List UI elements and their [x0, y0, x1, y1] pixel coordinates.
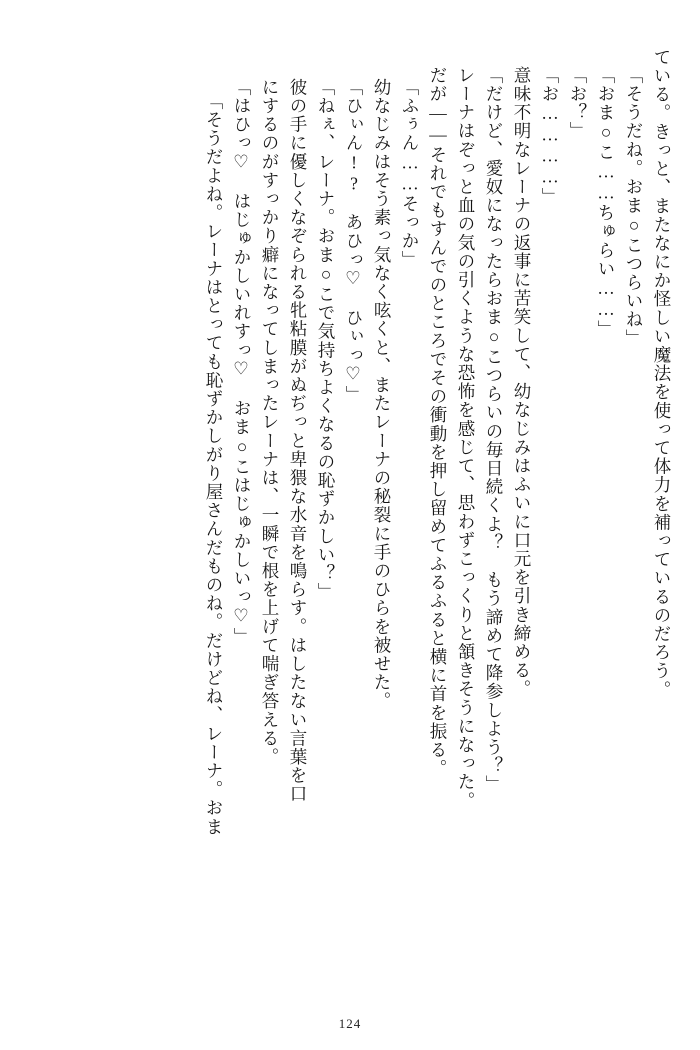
text-line: 「お？」	[568, 66, 588, 141]
text-line: 「ねぇ、レーナ。おま○こで気持ちよくなるの恥ずかしい？」	[316, 78, 336, 602]
text-line: にするのがすっかり癖になってしまったレーナは、一瞬で根を上げて喘ぎ答える。	[260, 78, 280, 767]
text-line: 「そうだよね。レーナはとっても恥ずかしがり屋さんだものね。だけどね、レーナ。おま	[204, 92, 224, 836]
text-line: 「お…………」	[540, 66, 560, 207]
text-line: 幼なじみはそう素っ気なく呟くと、またレーナの秘裂に手のひらを被せた。	[372, 78, 392, 711]
text-line: 「はひっ♡ はじゅかしいれすっ♡ おま○こはじゅかしいっ♡」	[232, 78, 252, 646]
text-line: 彼の手に優しくなぞられる牝粘膜がぬぢっと卑猥な水音を鳴らす。はしたない言葉を口	[288, 78, 308, 804]
text-line: ている。きっと、またなにか怪しい魔法を使って体力を補っているのだろう。	[652, 48, 672, 699]
text-line: レーナはぞっと血の気の引くような恐怖を感じて、思わずこっくりと頷きそうになった。	[456, 66, 476, 810]
text-line: だが——それでもすんでのところでその衝動を押し留めてふるふると横に首を振る。	[428, 66, 448, 778]
text-line: 「おま○こ……ちゅらい……」	[596, 66, 616, 339]
page-number: 124	[338, 1016, 362, 1031]
text-line: 「そうだね。おま○こつらいね」	[624, 66, 644, 348]
vertical-text-body	[48, 48, 670, 978]
text-line: 「だけど、愛奴になったらおま○こつらいの毎日続くよ？ もう諦めて降参しよう？」	[484, 66, 504, 794]
text-line: 「ふぅん……そっか」	[400, 78, 420, 269]
text-line: 意味不明なレーナの返事に苦笑して、幼なじみはふいに口元を引き締める。	[512, 66, 532, 699]
text-line: 「ひぃん!? あひっ♡ ひぃっ♡」	[344, 78, 364, 405]
